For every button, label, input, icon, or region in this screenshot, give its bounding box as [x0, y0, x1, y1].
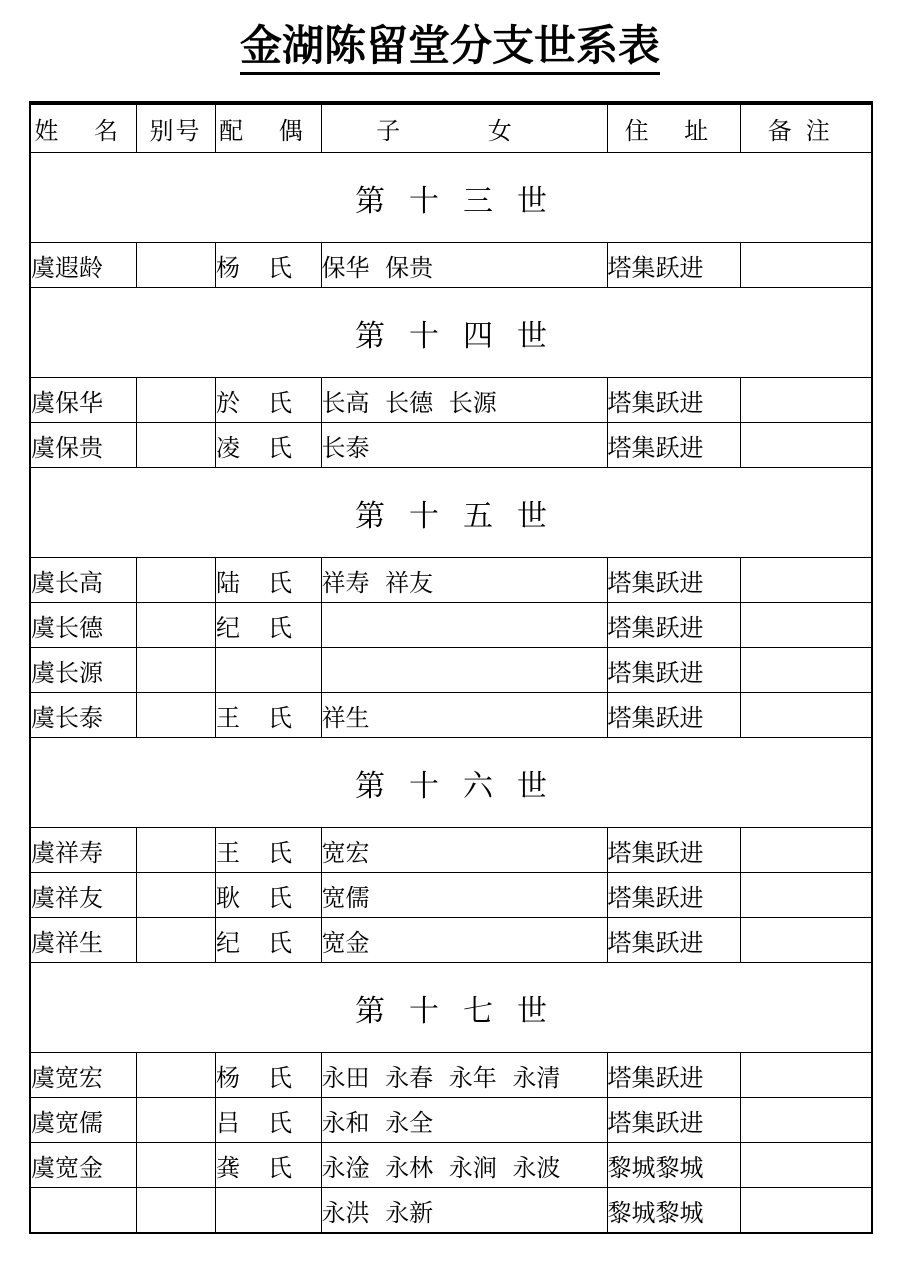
name-cell: 虞保华	[30, 378, 136, 423]
table-row	[30, 693, 872, 738]
table-row	[30, 1098, 872, 1143]
alias-cell	[136, 558, 215, 603]
spouse-cell: 王氏	[215, 828, 321, 873]
spouse-cell	[215, 648, 321, 693]
address-cell: 塔集跃进	[607, 918, 740, 963]
notes-cell	[740, 1053, 872, 1098]
notes-cell	[740, 1143, 872, 1188]
name-cell: 虞宽宏	[30, 1053, 136, 1098]
address-cell: 塔集跃进	[607, 558, 740, 603]
name-cell: 虞祥生	[30, 918, 136, 963]
generation-header-row	[30, 963, 872, 1053]
alias-cell	[136, 1098, 215, 1143]
name-cell: 虞宽儒	[30, 1098, 136, 1143]
header-alias: 别号	[136, 103, 215, 153]
address-cell: 塔集跃进	[607, 243, 740, 288]
children-cell: 长泰	[321, 423, 607, 468]
address-cell: 黎城黎城	[607, 1143, 740, 1188]
notes-cell	[740, 603, 872, 648]
children-cell: 宽金	[321, 918, 607, 963]
alias-cell	[136, 918, 215, 963]
header-name: 姓 名	[30, 103, 136, 153]
alias-cell	[136, 1188, 215, 1234]
alias-cell	[136, 378, 215, 423]
table-row	[30, 378, 872, 423]
notes-cell	[740, 1188, 872, 1234]
generation-label: 第十六世	[30, 738, 872, 828]
name-cell: 虞长源	[30, 648, 136, 693]
generation-header-row	[30, 153, 872, 243]
generation-label: 第十四世	[30, 288, 872, 378]
spouse-cell: 杨氏	[215, 243, 321, 288]
generation-label: 第十七世	[30, 963, 872, 1053]
children-cell	[321, 603, 607, 648]
alias-cell	[136, 1143, 215, 1188]
header-notes: 备注	[740, 103, 872, 153]
address-cell: 黎城黎城	[607, 1188, 740, 1234]
spouse-cell	[215, 1188, 321, 1234]
spouse-cell: 凌氏	[215, 423, 321, 468]
notes-cell	[740, 558, 872, 603]
children-cell: 永淦 永林 永涧 永波	[321, 1143, 607, 1188]
children-cell: 祥生	[321, 693, 607, 738]
address-cell: 塔集跃进	[607, 378, 740, 423]
notes-cell	[740, 648, 872, 693]
notes-cell	[740, 828, 872, 873]
name-cell	[30, 1188, 136, 1234]
name-cell: 虞保贵	[30, 423, 136, 468]
generation-header-row	[30, 288, 872, 378]
children-cell: 保华 保贵	[321, 243, 607, 288]
name-cell: 虞长高	[30, 558, 136, 603]
generation-header-row	[30, 738, 872, 828]
name-cell: 虞长泰	[30, 693, 136, 738]
alias-cell	[136, 1053, 215, 1098]
table-row	[30, 1053, 872, 1098]
alias-cell	[136, 873, 215, 918]
notes-cell	[740, 378, 872, 423]
header-spouse: 配 偶	[215, 103, 321, 153]
page-title-text: 金湖陈留堂分支世系表	[240, 21, 660, 75]
notes-cell	[740, 423, 872, 468]
children-cell: 宽宏	[321, 828, 607, 873]
genealogy-table	[29, 101, 873, 1234]
table-row	[30, 828, 872, 873]
generation-header-row	[30, 468, 872, 558]
table-row	[30, 648, 872, 693]
spouse-cell: 杨氏	[215, 1053, 321, 1098]
alias-cell	[136, 828, 215, 873]
children-cell: 永洪 永新	[321, 1188, 607, 1234]
generation-label: 第十五世	[30, 468, 872, 558]
spouse-cell: 耿氏	[215, 873, 321, 918]
alias-cell	[136, 693, 215, 738]
spouse-cell: 於氏	[215, 378, 321, 423]
name-cell: 虞祥寿	[30, 828, 136, 873]
header-address: 住 址	[607, 103, 740, 153]
table-row	[30, 918, 872, 963]
alias-cell	[136, 243, 215, 288]
table-body	[30, 153, 872, 1234]
address-cell: 塔集跃进	[607, 423, 740, 468]
address-cell: 塔集跃进	[607, 603, 740, 648]
name-cell: 虞长德	[30, 603, 136, 648]
table-row	[30, 1188, 872, 1234]
table-row	[30, 243, 872, 288]
notes-cell	[740, 918, 872, 963]
spouse-cell: 吕氏	[215, 1098, 321, 1143]
table-row	[30, 603, 872, 648]
children-cell: 宽儒	[321, 873, 607, 918]
name-cell: 虞宽金	[30, 1143, 136, 1188]
children-cell	[321, 648, 607, 693]
address-cell: 塔集跃进	[607, 1053, 740, 1098]
address-cell: 塔集跃进	[607, 693, 740, 738]
alias-cell	[136, 423, 215, 468]
name-cell: 虞遐龄	[30, 243, 136, 288]
table-row	[30, 1143, 872, 1188]
table-row	[30, 558, 872, 603]
spouse-cell: 陆氏	[215, 558, 321, 603]
address-cell: 塔集跃进	[607, 1098, 740, 1143]
page-title	[0, 18, 900, 74]
spouse-cell: 龚氏	[215, 1143, 321, 1188]
header-row	[30, 103, 872, 153]
table-row	[30, 873, 872, 918]
spouse-cell: 纪氏	[215, 918, 321, 963]
address-cell: 塔集跃进	[607, 828, 740, 873]
address-cell: 塔集跃进	[607, 873, 740, 918]
alias-cell	[136, 648, 215, 693]
notes-cell	[740, 873, 872, 918]
children-cell: 祥寿 祥友	[321, 558, 607, 603]
children-cell: 永和 永全	[321, 1098, 607, 1143]
children-cell: 永田 永春 永年 永清	[321, 1053, 607, 1098]
table-row	[30, 423, 872, 468]
address-cell: 塔集跃进	[607, 648, 740, 693]
children-cell: 长高 长德 长源	[321, 378, 607, 423]
spouse-cell: 纪氏	[215, 603, 321, 648]
notes-cell	[740, 1098, 872, 1143]
generation-label: 第十三世	[30, 153, 872, 243]
header-children: 子 女	[321, 103, 607, 153]
spouse-cell: 王氏	[215, 693, 321, 738]
name-cell: 虞祥友	[30, 873, 136, 918]
alias-cell	[136, 603, 215, 648]
notes-cell	[740, 693, 872, 738]
notes-cell	[740, 243, 872, 288]
